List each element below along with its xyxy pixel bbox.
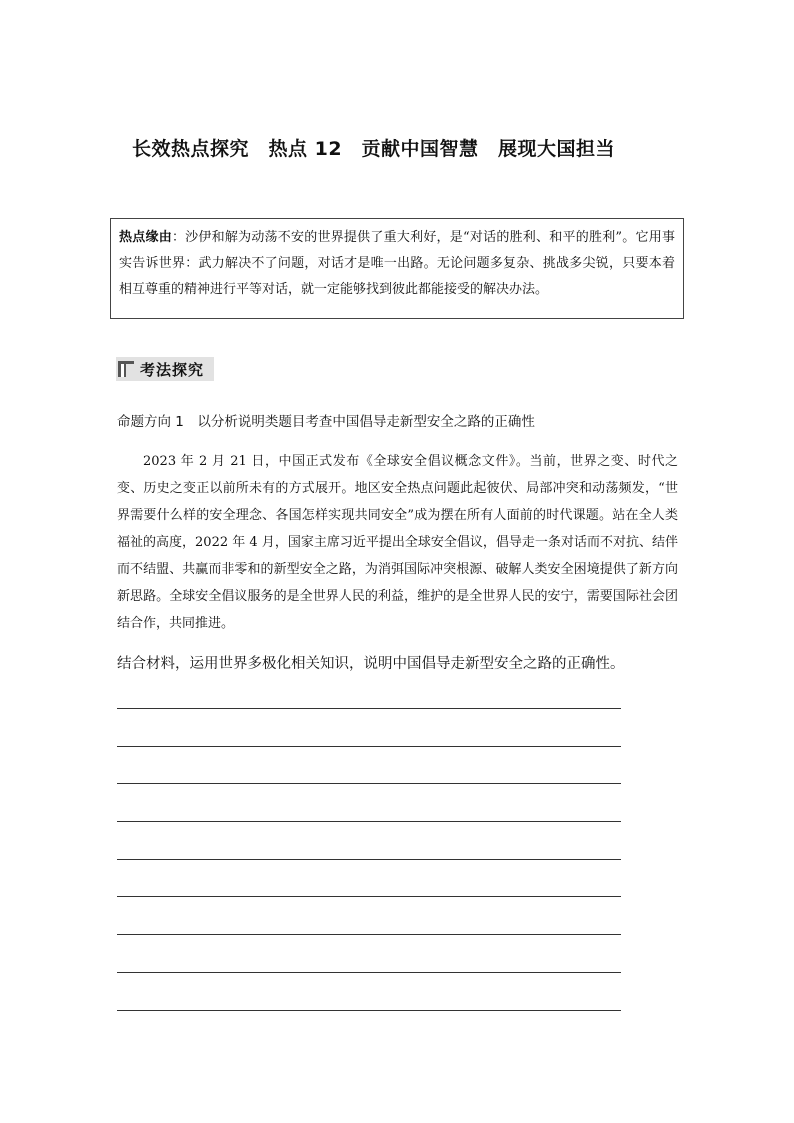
- answer-line[interactable]: [117, 896, 621, 934]
- page-title: 长效热点探究 热点 12 贡献中国智慧 展现大国担当: [132, 138, 616, 160]
- section-bookmark-icon: [118, 361, 134, 377]
- answer-line[interactable]: [117, 746, 621, 784]
- answer-line[interactable]: [117, 1010, 621, 1048]
- question-prompt: 结合材料，运用世界多极化相关知识，说明中国倡导走新型安全之路的正确性。: [117, 656, 625, 672]
- hot-topic-lead: 热点缘由: [119, 230, 172, 245]
- material-paragraph: 2023 年 2 月 21 日，中国正式发布《全球安全倡议概念文件》。当前，世界之变、时代之变、历史之变正以前所未有的方式展开。地区安全热点问题此起彼伏、局部冲突和动荡频发，“世界需要什么样的安全理念、各国怎样实现共同安全”成为摆在所有人面前的时代课题。站在全人类福祉的高度，2022 年 4 月，国家主席习近平提出全球安全倡议，倡导走一条对话而不对抗、结伴而不结盟、共赢而非零和的新型安全之路，为消弭国际冲突根源、破解人类安全困境提供了新方向新思路。全球安全倡议服务的是全世界人民的利益，维护的是全世界人民的安宁，需要国际社会团结合作，共同推进。: [117, 454, 678, 631]
- answer-line[interactable]: [117, 783, 621, 821]
- answer-line[interactable]: [117, 859, 621, 897]
- section-tag-label: 考法探究: [140, 360, 205, 379]
- hot-topic-text: ：沙伊和解为动荡不安的世界提供了重大利好，是“对话的胜利、和平的胜利”。它用事实告诉世界：武力解决不了问题，对话才是唯一出路。无论问题多复杂、挑战多尖锐，只要本着相互尊重的精神进行平等对话，就一定能够找到彼此都能接受的解决办法。: [119, 230, 675, 297]
- answer-line[interactable]: [117, 972, 621, 1010]
- hot-topic-box: [110, 218, 684, 319]
- question-direction: 命题方向 1 以分析说明类题目考查中国倡导走新型安全之路的正确性: [117, 414, 535, 430]
- answer-line[interactable]: [117, 821, 621, 859]
- answer-line[interactable]: [117, 934, 621, 972]
- answer-line[interactable]: [117, 708, 621, 746]
- answer-area[interactable]: [117, 708, 621, 1047]
- section-tag: [116, 357, 214, 381]
